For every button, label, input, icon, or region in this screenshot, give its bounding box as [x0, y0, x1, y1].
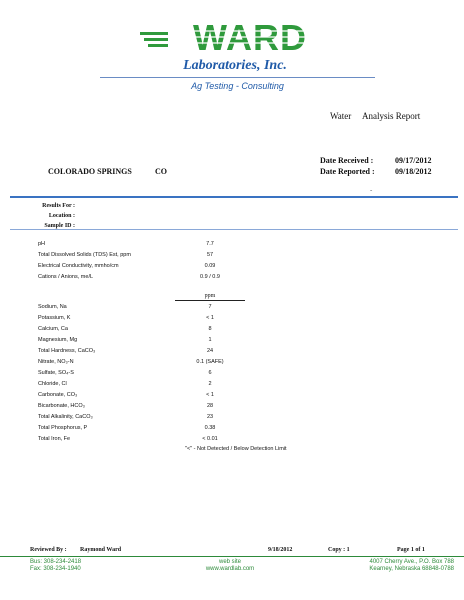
analyte-name: Carbonate, CO₃ — [38, 392, 78, 398]
ppm-column-header: ppm — [175, 293, 245, 301]
analyte-value: 1 — [208, 337, 212, 343]
analyte-value: 0.1 (SAFE) — [196, 359, 224, 365]
analyte-value: < 0.01 — [202, 436, 218, 442]
footer-rule — [0, 556, 464, 557]
results-for-label: Results For : — [42, 203, 75, 209]
analyte-value: 2 — [208, 381, 212, 387]
report-type-title: Analysis Report — [362, 111, 421, 121]
copy-number: Copy : 1 — [328, 547, 350, 553]
analyte-value: 8 — [208, 326, 212, 332]
analyte-name: Total Hardness, CaCO₃ — [38, 348, 96, 354]
ward-logo — [140, 18, 340, 58]
review-date: 9/18/2012 — [268, 547, 293, 553]
param-name: Cations / Anions, me/L — [38, 274, 94, 280]
param-value: 0.09 — [204, 263, 216, 269]
analyte-value: 7 — [208, 304, 212, 310]
fax-phone: Fax: 308-234-1940 — [30, 566, 81, 572]
analyte-value: 6 — [208, 370, 212, 376]
date-received-value: 09/17/2012 — [395, 156, 432, 165]
param-value: 7.7 — [206, 241, 214, 247]
analyte-name: Chloride, Cl — [38, 381, 67, 387]
date-received-label: Date Received : — [320, 156, 374, 165]
analyte-name: Sulfate, SO₄-S — [38, 370, 74, 376]
analyte-name: Bicarbonate, HCO₃ — [38, 403, 85, 409]
analyte-value: < 1 — [206, 392, 214, 398]
param-value: 57 — [206, 252, 214, 258]
page-number: Page 1 of 1 — [397, 547, 425, 553]
company-name: Laboratories, Inc. — [183, 58, 287, 73]
client-state: CO — [155, 167, 167, 176]
reviewed-by-label: Reviewed By : — [30, 547, 67, 553]
analyte-name: Calcium, Ca — [38, 326, 68, 332]
date-reported-value: 09/18/2012 — [395, 167, 432, 176]
param-name: pH — [38, 241, 46, 247]
date-reported-label: Date Reported : — [320, 167, 375, 176]
analyte-value: 28 — [206, 403, 214, 409]
sample-id-label: Sample ID : — [44, 223, 75, 229]
stray-mark: - — [370, 186, 373, 194]
param-name: Total Dissolved Solids (TDS) Est, ppm — [38, 252, 131, 258]
location-label: Location : — [48, 213, 75, 219]
analyte-name: Nitrate, NO₃-N — [38, 359, 74, 365]
analyte-name: Sodium, Na — [38, 304, 67, 310]
analyte-name: Potassium, K — [38, 315, 71, 321]
reviewer-name: Raymond Ward — [80, 547, 122, 553]
analyte-name: Total Alkalinity, CaCO₃ — [38, 414, 93, 420]
website-label: web site — [218, 559, 241, 565]
analyte-value: 0.38 — [204, 425, 216, 431]
analyte-value: 24 — [206, 348, 214, 354]
detection-note: "<" - Not Detected / Below Detection Limit — [185, 446, 287, 452]
client-city: COLORADO SPRINGS — [48, 167, 132, 176]
param-name: Electrical Conductivity, mmho/cm — [38, 263, 119, 269]
address-line-1: 4007 Cherry Ave., P.O. Box 788 — [369, 559, 454, 565]
analyte-name: Total Phosphorus, P — [38, 425, 88, 431]
logo-wordmark: WARD — [193, 18, 307, 58]
analyte-value: 23 — [206, 414, 214, 420]
section-rule-bottom — [10, 229, 458, 230]
report-type-water: Water — [330, 111, 352, 121]
bus-phone: Bus: 308-234-2418 — [30, 559, 82, 565]
tagline: Ag Testing - Consulting — [191, 81, 284, 91]
website-url[interactable]: www.wardlab.com — [205, 566, 255, 572]
analyte-name: Total Iron, Fe — [38, 436, 71, 442]
header-rule — [100, 77, 375, 78]
address-line-2: Kearney, Nebraska 68848-0788 — [369, 566, 454, 572]
analyte-value: < 1 — [206, 315, 214, 321]
analyte-name: Magnesium, Mg — [38, 337, 78, 343]
section-rule-top — [10, 196, 458, 198]
param-value: 0.9 / 0.9 — [200, 274, 220, 280]
